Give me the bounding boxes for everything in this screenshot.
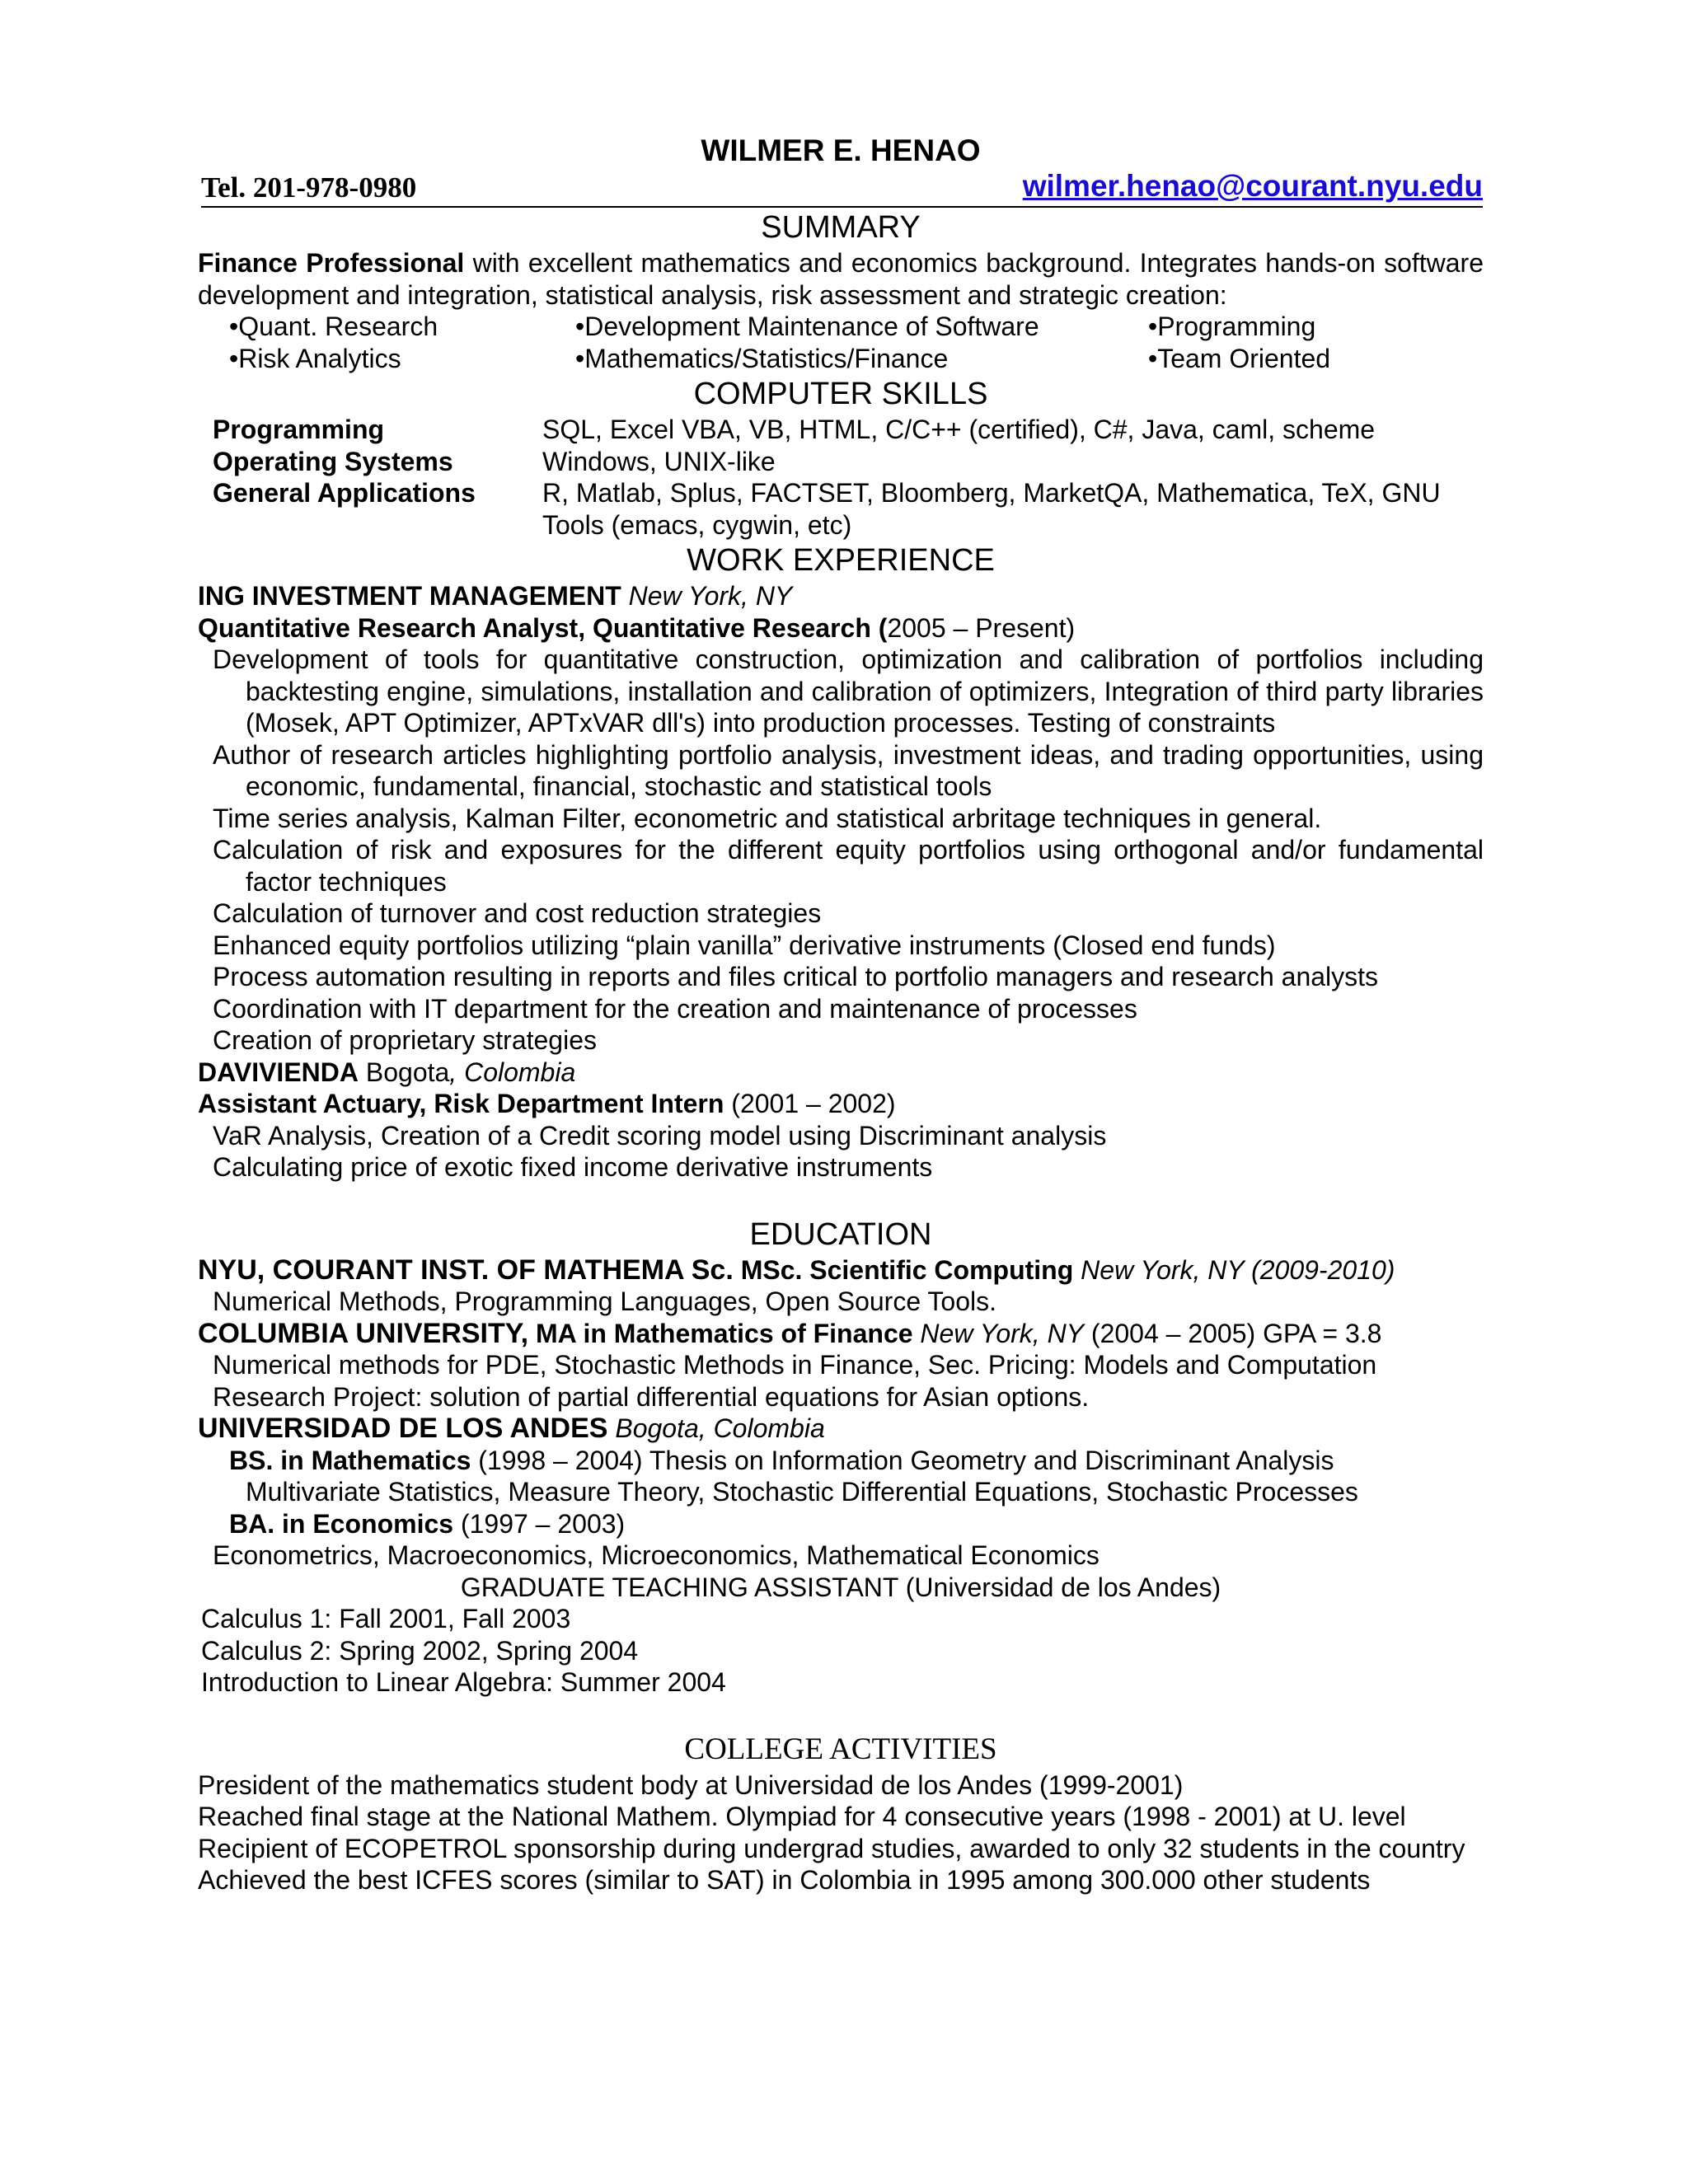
nyu-school: NYU, COURANT INST. OF MATHEMA Sc. xyxy=(198,1254,734,1286)
summary-bullet: •Team Oriented xyxy=(1148,343,1331,373)
columbia-line xyxy=(198,1318,1484,1350)
davivienda-country: , Colombia xyxy=(449,1057,576,1087)
andes-bs-line xyxy=(198,1445,1484,1477)
ing-item: Process automation resulting in reports and files critical to portfolio managers and research analysts xyxy=(213,962,1379,991)
ing-item: Calculation of turnover and cost reduction strategies xyxy=(213,898,822,928)
columbia-location: New York, NY xyxy=(912,1318,1085,1348)
ing-item: Author of research articles highlighting portfolio analysis, investment ideas, and trading opportunities, using economic, fundamental, financial, stochastic and statistical tools xyxy=(213,739,1484,801)
ing-location: New York, NY xyxy=(621,581,793,611)
education-heading: EDUCATION xyxy=(749,1216,932,1252)
davivienda-item: VaR Analysis, Creation of a Credit scoring model using Discriminant analysis xyxy=(213,1120,1107,1151)
summary-bullet: •Development Maintenance of Software xyxy=(575,312,1039,341)
andes-ba-rest: (1997 – 2003) xyxy=(453,1508,626,1539)
activities-heading: COLLEGE ACTIVITIES xyxy=(684,1732,997,1766)
summary-text xyxy=(198,247,1484,311)
summary-lead: Finance Professional xyxy=(198,248,465,278)
summary-bullets-row-1 xyxy=(198,311,1484,343)
ing-company: ING INVESTMENT MANAGEMENT xyxy=(198,581,621,611)
ing-item: Creation of proprietary strategies xyxy=(213,1025,597,1055)
andes-bs-degree: BS. in Mathematics xyxy=(229,1445,471,1475)
activity-item: Recipient of ECOPETROL sponsorship during undergrad studies, awarded to only 32 students in the country xyxy=(198,1833,1465,1863)
davivienda-company: DAVIVIENDA xyxy=(198,1057,359,1087)
contact-line xyxy=(201,170,1483,208)
ta-heading: GRADUATE TEACHING ASSISTANT (Universidad de los Andes) xyxy=(460,1572,1221,1602)
activity-item: Reached final stage at the National Mathem. Olympiad for 4 consecutive years (1998 - 2001) at U. level xyxy=(198,1802,1406,1831)
spacer xyxy=(198,1699,1484,1730)
columbia-dates: (2004 – 2005) GPA = 3.8 xyxy=(1084,1318,1382,1348)
andes-school: UNIVERSIDAD DE LOS ANDES xyxy=(198,1413,608,1444)
ing-title: Quantitative Research Analyst, Quantitative Research ( xyxy=(198,612,888,643)
columbia-detail: Numerical methods for PDE, Stochastic Methods in Finance, Sec. Pricing: Models and Computation xyxy=(213,1350,1377,1380)
davivienda-title: Assistant Actuary, Risk Department Intern xyxy=(198,1089,724,1118)
summary-heading: SUMMARY xyxy=(761,210,921,245)
andes-bs-detail: Multivariate Statistics, Measure Theory, Stochastic Differential Equations, Stochastic Processes xyxy=(246,1477,1358,1507)
ta-item: Introduction to Linear Algebra: Summer 2004 xyxy=(201,1667,726,1697)
skills-heading: COMPUTER SKILLS xyxy=(693,377,988,411)
resume-name: WILMER E. HENAO xyxy=(701,134,981,167)
skills-row xyxy=(198,446,1484,478)
andes-line xyxy=(198,1413,1484,1445)
spacer xyxy=(198,1183,1484,1215)
davivienda-city: Bogota xyxy=(358,1057,450,1087)
summary-bullets-row-2 xyxy=(198,343,1484,375)
summary-bullet: •Mathematics/Statistics/Finance xyxy=(575,343,949,373)
davivienda-dates: (2001 – 2002) xyxy=(724,1089,896,1118)
columbia-school: COLUMBIA UNIVERSITY, xyxy=(198,1317,529,1349)
activity-item: Achieved the best ICFES scores (similar to SAT) in Colombia in 1995 among 300.000 other students xyxy=(198,1865,1371,1895)
skill-label: General Applications xyxy=(213,478,476,508)
skill-value: R, Matlab, Splus, FACTSET, Bloomberg, MarketQA, Mathematica, TeX, GNU Tools (emacs, cygwin, etc) xyxy=(542,478,1441,540)
nyu-location: New York, NY (2009-2010) xyxy=(1073,1254,1395,1285)
ta-item: Calculus 1: Fall 2001, Fall 2003 xyxy=(201,1604,571,1633)
phone-number: Tel. 201-978-0980 xyxy=(201,171,417,204)
nyu-detail: Numerical Methods, Programming Languages, Open Source Tools. xyxy=(213,1286,997,1316)
skill-value: Windows, UNIX-like xyxy=(542,446,776,476)
columbia-degree: MA in Mathematics of Finance xyxy=(528,1318,913,1348)
davivienda-company-line xyxy=(198,1057,1484,1089)
ing-item: Coordination with IT department for the creation and maintenance of processes xyxy=(213,993,1137,1024)
summary-rest: with excellent mathematics and economics background. Integrates hands-on software development and integration, statistical analysis, risk assessment and strategic creation: xyxy=(198,248,1484,310)
columbia-detail: Research Project: solution of partial differential equations for Asian options. xyxy=(213,1381,1090,1412)
skills-row xyxy=(198,414,1484,446)
andes-ba-degree: BA. in Economics xyxy=(229,1508,454,1539)
skill-value: SQL, Excel VBA, VB, HTML, C/C++ (certified), C#, Java, caml, scheme xyxy=(542,415,1376,444)
andes-location: Bogota, Colombia xyxy=(607,1413,825,1443)
skill-label: Operating Systems xyxy=(213,446,453,476)
nyu-degree: MSc. Scientific Computing xyxy=(733,1254,1074,1285)
skill-label: Programming xyxy=(213,415,385,444)
skills-row xyxy=(198,477,1484,541)
andes-ba-detail: Econometrics, Macroeconomics, Microeconomics, Mathematical Economics xyxy=(213,1540,1100,1570)
email-link[interactable]: wilmer.henao@courant.nyu.edu xyxy=(1022,169,1483,203)
resume-page xyxy=(198,132,1484,1896)
work-heading: WORK EXPERIENCE xyxy=(687,543,995,578)
davivienda-title-line xyxy=(198,1088,1484,1120)
ing-item: Calculation of risk and exposures for the different equity portfolios using orthogonal and/or fundamental factor techniques xyxy=(213,835,1484,897)
nyu-line xyxy=(198,1254,1484,1286)
andes-bs-rest: (1998 – 2004) Thesis on Information Geometry and Discriminant Analysis xyxy=(471,1445,1334,1475)
ing-title-line xyxy=(198,612,1484,644)
andes-ba-line xyxy=(198,1508,1484,1540)
summary-bullet: •Risk Analytics xyxy=(229,343,401,373)
davivienda-item: Calculating price of exotic fixed income derivative instruments xyxy=(213,1152,933,1182)
ing-dates: 2005 – Present) xyxy=(887,612,1076,643)
ing-company-line xyxy=(198,580,1484,612)
ing-item: Time series analysis, Kalman Filter, econometric and statistical arbritage techniques in general. xyxy=(213,803,1322,833)
ing-item: Enhanced equity portfolios utilizing “plain vanilla” derivative instruments (Closed end funds) xyxy=(213,930,1276,960)
summary-bullet: •Programming xyxy=(1148,312,1316,341)
ta-item: Calculus 2: Spring 2002, Spring 2004 xyxy=(201,1635,639,1666)
summary-bullet: •Quant. Research xyxy=(229,312,438,341)
ing-item: Development of tools for quantitative construction, optimization and calibration of portfolios including backtesting engine, simulations, installation and calibration of optimizers, Integration of third party libraries (Mosek, APT Optimizer, APTxVAR dll's) into production processes. Testing of constraints xyxy=(213,644,1484,738)
activity-item: President of the mathematics student body at Universidad de los Andes (1999-2001) xyxy=(198,1769,1184,1800)
